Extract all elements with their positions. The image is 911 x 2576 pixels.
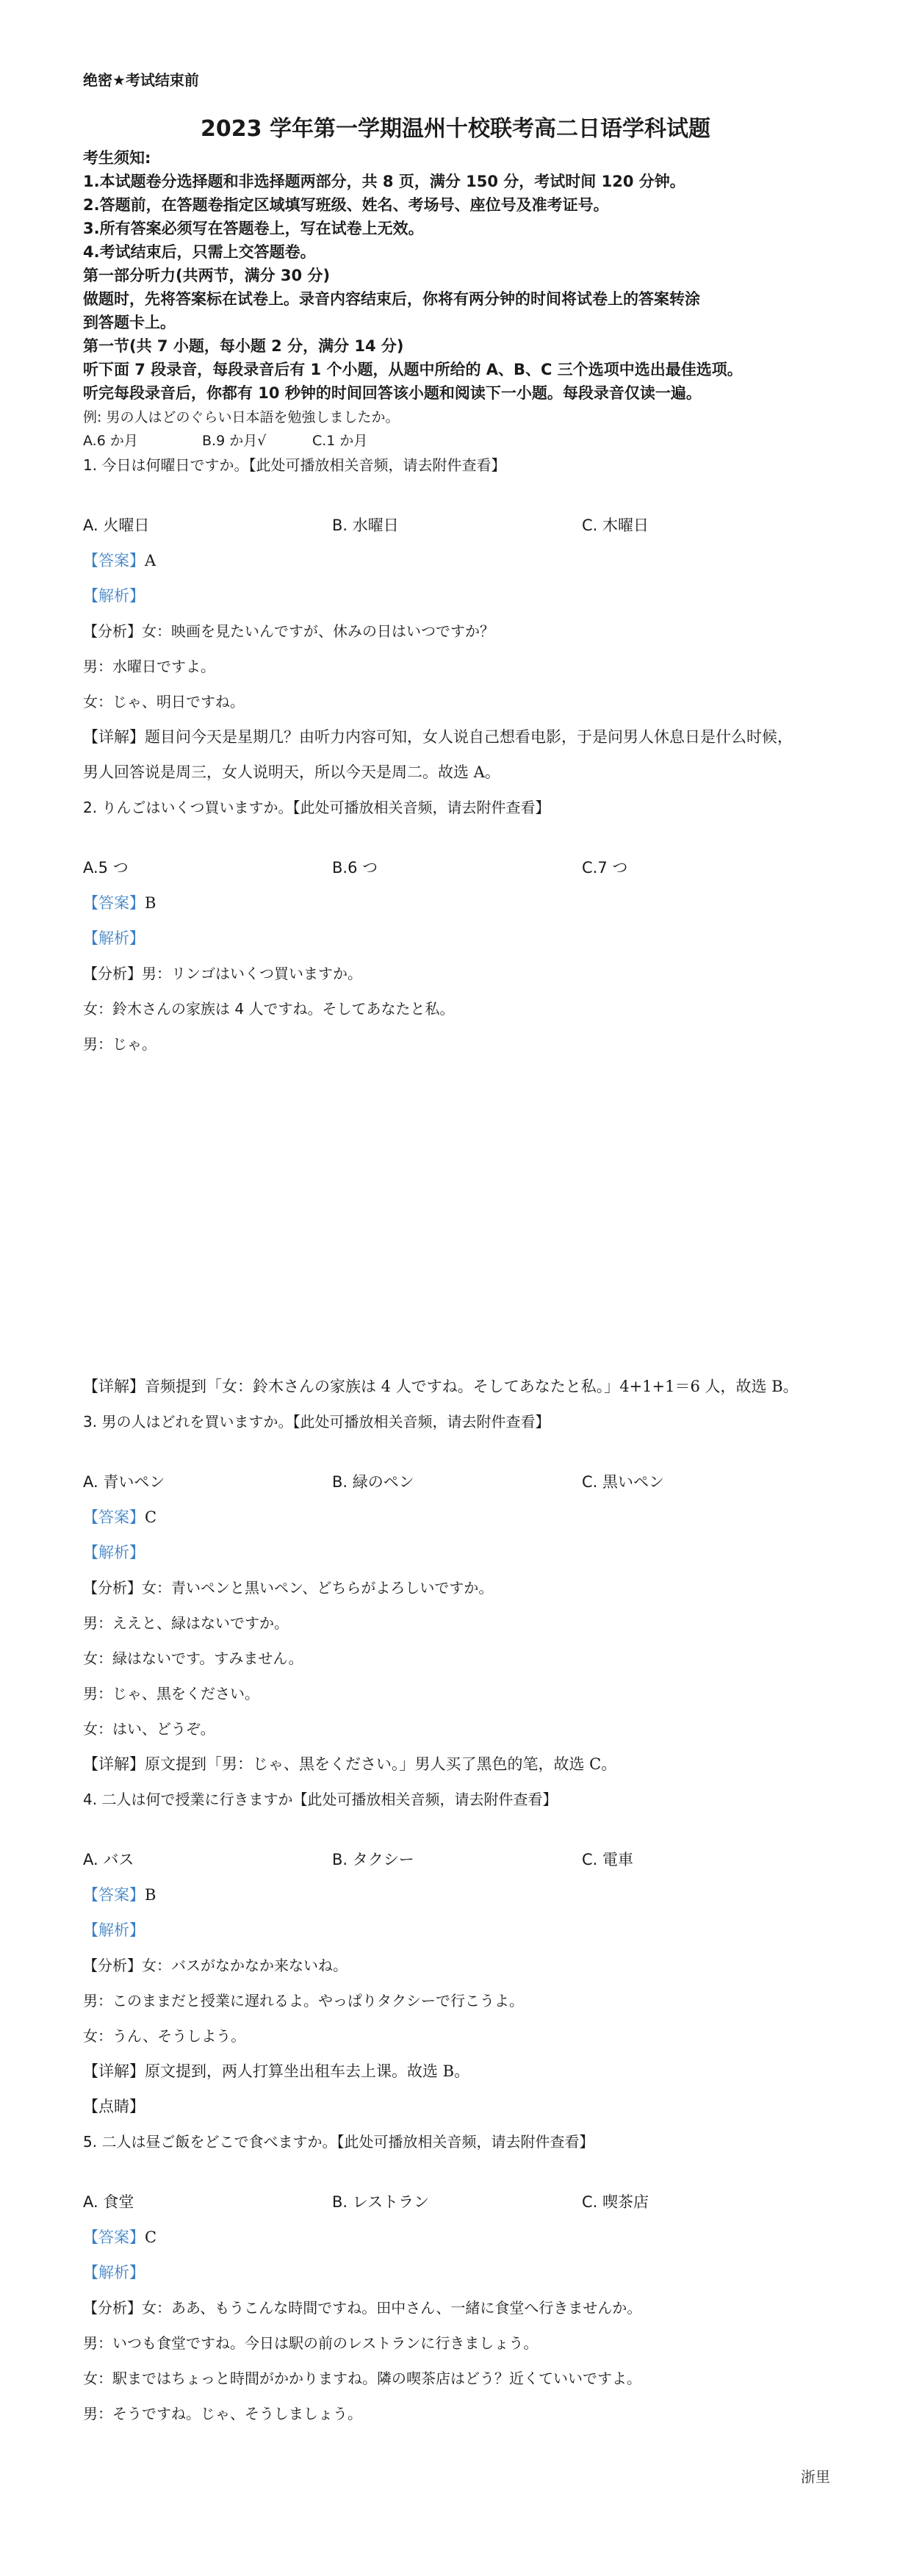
q3-answer: 【答案】C [83, 1508, 157, 1526]
q2-line: 女：鈴木さんの家族は 4 人ですね。そしてあなたと私。 [83, 1000, 455, 1018]
q1-option-a: A. 火曜日 [83, 517, 150, 534]
instructions-heading: 考生须知: [83, 149, 151, 167]
q2-line: 【分析】男：リンゴはいくつ買いますか。 [83, 965, 362, 982]
page-title: 2023 学年第一学期温州十校联考高二日语学科试题 [201, 116, 710, 142]
q1-line: 【分析】女：映画を見たいんですが、休みの日はいつですか？ [83, 622, 494, 640]
q1-detail: 男人回答说是周三，女人说明天，所以今天是周二。故选 A。 [83, 763, 500, 781]
q5-option-c: C. 喫茶店 [582, 2193, 649, 2211]
q4-answer: 【答案】B [83, 1886, 156, 1904]
question-3: 3. 男の人はどれを買いますか。【此处可播放相关音频，请去附件查看】 [83, 1413, 550, 1431]
q1-option-b: B. 水曜日 [332, 517, 399, 534]
q3-detail: 【详解】原文提到「男：じゃ、黒をください。」男人买了黑色的笔，故选 C。 [83, 1755, 617, 1773]
q3-analysis-label: 【解析】 [83, 1544, 145, 1561]
q2-detail: 【详解】音频提到「女：鈴木さんの家族は 4 人ですね。そしてあなたと私。」4+1+1＝6 人，故选 B。 [83, 1378, 799, 1395]
part1-heading: 第一部分听力(共两节，满分 30 分) [83, 267, 331, 284]
question-2: 2. りんごはいくつ買いますか。【此处可播放相关音频，请去附件查看】 [83, 799, 550, 816]
section1-heading: 第一节(共 7 小题，每小题 2 分，满分 14 分) [83, 337, 404, 355]
example-option-a: A.6 か月 [83, 433, 138, 449]
footer-mark: 浙里 [801, 2468, 830, 2486]
q4-analysis-label: 【解析】 [83, 1921, 145, 1939]
q4-detail: 【详解】原文提到，两人打算坐出租车去上课。故选 B。 [83, 2062, 470, 2080]
q5-option-b: B. レストラン [332, 2193, 430, 2211]
q4-option-b: B. タクシー [332, 1851, 414, 1868]
question-5: 5. 二人は昼ご飯をどこで食べますか。【此处可播放相关音频，请去附件查看】 [83, 2133, 594, 2151]
q5-answer: 【答案】C [83, 2228, 157, 2246]
example-option-c: C.1 か月 [312, 433, 368, 449]
q1-line: 女：じゃ、明日ですね。 [83, 693, 245, 710]
q1-analysis-label: 【解析】 [83, 587, 145, 605]
part1-desc: 到答题卡上。 [83, 314, 176, 331]
section1-desc: 听完每段录音后，你都有 10 秒钟的时间回答该小题和阅读下一小题。每段录音仅读一遍。 [83, 384, 702, 402]
q1-detail: 【详解】题目问今天是星期几？由听力内容可知，女人说自己想看电影，于是问男人休息日是什么时候， [83, 728, 793, 746]
q4-option-c: C. 電車 [582, 1851, 634, 1868]
part1-desc: 做题时，先将答案标在试卷上。录音内容结束后，你将有两分钟的时间将试卷上的答案转涂 [83, 290, 700, 308]
instruction-item: 2.答题前，在答题卷指定区域填写班级、姓名、考场号、座位号及准考证号。 [83, 196, 609, 214]
q5-line: 女：駅まではちょっと時間がかかりますね。隣の喫茶店はどう？近くていいですよ。 [83, 2370, 641, 2387]
q5-line: 男：そうですね。じゃ、そうしましょう。 [83, 2405, 362, 2422]
q1-line: 男：水曜日ですよ。 [83, 658, 215, 675]
q1-answer: 【答案】A [83, 552, 156, 569]
q2-option-a: A.5 つ [83, 859, 129, 877]
q2-option-c: C.7 つ [582, 859, 628, 877]
q4-line: 男：このままだと授業に遅れるよ。やっぱりタクシーで行こうよ。 [83, 1992, 524, 2010]
q5-option-a: A. 食堂 [83, 2193, 134, 2211]
q4-option-a: A. バス [83, 1851, 134, 1868]
q3-line: 男：じゃ、黒をください。 [83, 1685, 259, 1702]
q5-analysis-label: 【解析】 [83, 2264, 145, 2281]
q4-dianjing: 【点睛】 [83, 2098, 145, 2115]
q3-line: 【分析】女：青いペンと黒いペン、どちらがよろしいですか。 [83, 1579, 494, 1597]
q4-line: 【分析】女：バスがなかなか来ないね。 [83, 1957, 348, 1974]
q4-line: 女：うん、そうしよう。 [83, 2027, 246, 2045]
example-option-b: B.9 か月√ [202, 433, 267, 449]
q2-option-b: B.6 つ [332, 859, 378, 877]
q3-line: 女：はい、どうぞ。 [83, 1720, 215, 1738]
q2-answer: 【答案】B [83, 894, 156, 912]
section1-desc: 听下面 7 段录音，每段录音后有 1 个小题，从题中所给的 A、B、C 三个选项中选出最佳选项。 [83, 361, 743, 378]
q3-line: 女：緑はないです。すみません。 [83, 1649, 303, 1667]
q5-line: 男：いつも食堂ですね。今日は駅の前のレストランに行きましょう。 [83, 2334, 539, 2352]
example-question: 例: 男の人はどのぐらい日本語を勉強しましたか。 [83, 409, 400, 425]
q1-option-c: C. 木曜日 [582, 517, 649, 534]
q3-line: 男：ええと、緑はないですか。 [83, 1614, 289, 1632]
q2-line: 男：じゃ。 [83, 1035, 156, 1053]
q3-option-b: B. 緑のペン [332, 1473, 414, 1491]
instruction-item: 4.考试结束后，只需上交答题卷。 [83, 243, 316, 261]
question-4: 4. 二人は何で授業に行きますか【此处可播放相关音频，请去附件查看】 [83, 1791, 558, 1808]
q2-analysis-label: 【解析】 [83, 929, 145, 947]
q3-option-c: C. 黒いペン [582, 1473, 665, 1491]
instruction-item: 1.本试题卷分选择题和非选择题两部分，共 8 页，满分 150 分，考试时间 120 分钟。 [83, 173, 685, 190]
instruction-item: 3.所有答案必须写在答题卷上，写在试卷上无效。 [83, 220, 424, 237]
secret-label: 绝密★考试结束前 [83, 71, 199, 89]
question-1: 1. 今日は何曜日ですか。【此处可播放相关音频，请去附件查看】 [83, 456, 506, 474]
q5-line: 【分析】女：ああ、もうこんな時間ですね。田中さん、一緒に食堂へ行きませんか。 [83, 2299, 642, 2317]
q3-option-a: A. 青いペン [83, 1473, 165, 1491]
